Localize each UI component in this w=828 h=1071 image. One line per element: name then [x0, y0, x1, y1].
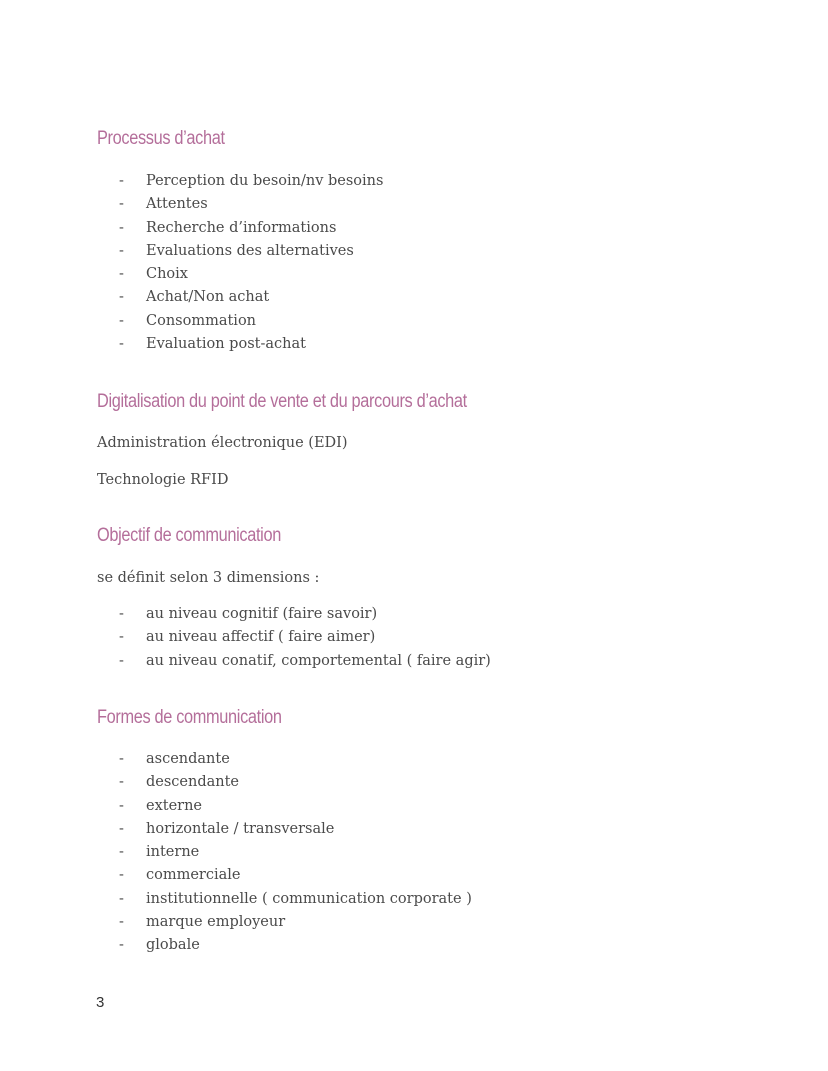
- bullet-dash: -: [119, 219, 124, 236]
- bullet-dash: -: [119, 890, 124, 907]
- section-heading-digitalisation: Digitalisation du point de vente et du parcours d’achat: [97, 391, 467, 412]
- bullet-dash: -: [119, 797, 124, 814]
- bullet-dash: -: [119, 867, 124, 884]
- bullet-dash: -: [119, 844, 124, 861]
- bullet-dash: -: [119, 242, 124, 259]
- bullet-dash: -: [119, 606, 124, 622]
- bullet-dash: -: [119, 196, 124, 213]
- bullet-dash: -: [119, 336, 124, 353]
- bullet-dash: -: [119, 774, 124, 791]
- bullet-dash: -: [119, 820, 124, 837]
- section-heading-processus-achat: Processus d’achat: [97, 128, 225, 149]
- page-number: 3: [96, 994, 105, 1011]
- bullet-dash: -: [119, 173, 124, 189]
- bullet-dash: -: [119, 312, 124, 329]
- bullet-dash: -: [119, 652, 124, 669]
- section-heading-formes-communication: Formes de communication: [97, 707, 282, 728]
- bullet-dash: -: [119, 629, 124, 646]
- paragraph-edi: Administration électronique (EDI): [97, 435, 348, 451]
- bullet-dash: -: [119, 266, 124, 283]
- paragraph-intro-dimensions: se définit selon 3 dimensions :: [97, 570, 320, 586]
- bullet-dash: -: [119, 289, 124, 306]
- bullet-dash: -: [119, 914, 124, 931]
- section-heading-objectif-communication: Objectif de communication: [97, 525, 281, 546]
- paragraph-rfid: Technologie RFID: [97, 472, 229, 488]
- document-page: Processus d’achat - Perception du besoin/nv besoins - Attentes - Recherche d’informations - Evaluations des alternatives - Choix - Achat/Non achat - Consommation - Evaluation post-achat Digitalisation du point de vente et du parcours d’achat Administration électronique (EDI) Technologie RFID Objectif de communication se définit selon 3 dimensions : - au niveau cognitif (faire savoir) - au niveau affectif ( faire aimer) - au niveau conatif, comportemental ( faire agir) Formes de communication - ascendante - descendante - externe - horizontale / transversale - interne - commerciale - institutionnelle ( communication corporate ) - marque employeur - globale 3: [96, 128, 491, 1011]
- bullet-dash: -: [119, 937, 124, 954]
- bullet-dash: -: [119, 751, 124, 767]
